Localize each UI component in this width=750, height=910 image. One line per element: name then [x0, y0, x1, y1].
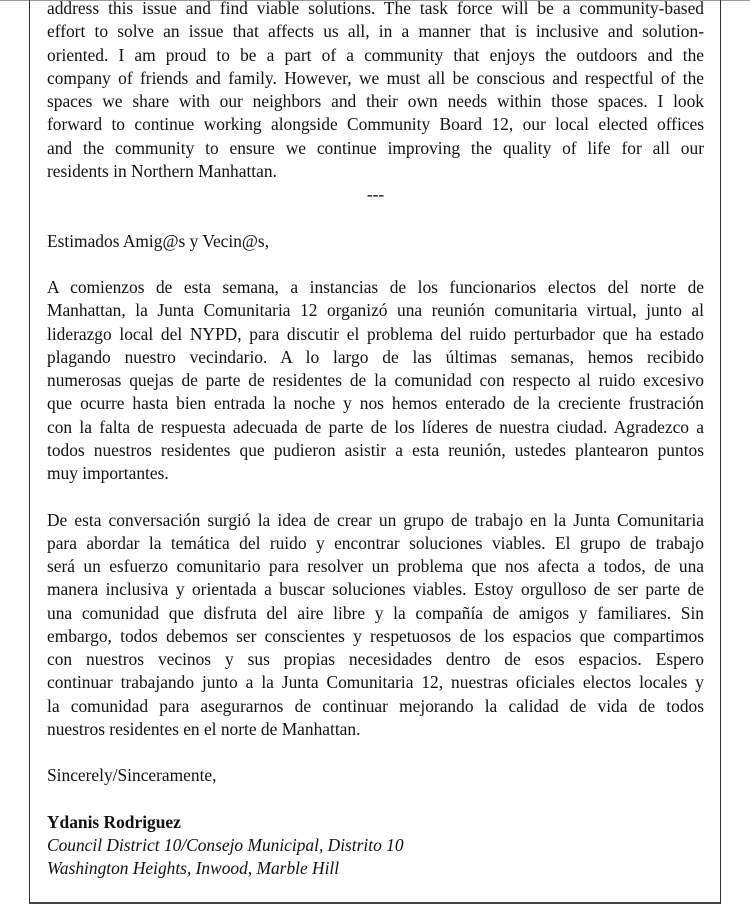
paragraph-line: muy importantes.	[47, 463, 169, 483]
signature-area: Washington Heights, Inwood, Marble Hill	[47, 858, 340, 879]
paragraph-line: and the community to ensure we continue improving the quality of life for all our	[47, 137, 704, 158]
spanish-paragraph-2	[47, 509, 704, 742]
signature-name: Ydanis Rodriguez	[47, 811, 181, 832]
paragraph-line: todos nuestros residentes que pudieron asistir a esta reunión, ustedes plantearon puntos	[47, 439, 704, 460]
paragraph-line: oriented. I am proud to be a part of a community that enjoys the outdoors and the	[47, 44, 704, 65]
letter-body	[47, 0, 704, 881]
spanish-greeting: Estimados Amig@s y Vecin@s,	[47, 230, 270, 251]
language-separator: ---	[366, 184, 385, 204]
paragraph-line: effort to solve an issue that affects us all, in a manner that is inclusive and solution-	[47, 21, 704, 42]
paragraph-line: una comunidad que disfruta del aire libre y la compañía de amigos y familiares. Sin	[47, 602, 704, 623]
paragraph-line: residents in Northern Manhattan.	[47, 160, 277, 181]
paragraph-line: manera inclusiva y orientada a buscar soluciones viables. Estoy orgulloso de ser parte de	[47, 579, 704, 600]
paragraph-line: De esta conversación surgió la idea de crear un grupo de trabajo en la Junta Comunitaria	[47, 509, 704, 530]
spacer	[47, 788, 704, 811]
paragraph-line: spaces we share with our neighbors and their own needs within those spaces. I look	[47, 91, 704, 111]
paragraph-line: será un esfuerzo comunitario para resolver un problema que nos afecta a todos, de una	[47, 556, 704, 576]
paragraph-line: numerosas quejas de parte de residentes de la comunidad con respecto al ruido excesivo	[47, 370, 704, 390]
spacer	[47, 485, 704, 508]
paragraph-line: embargo, todos debemos ser conscientes y respetuosos de los espacios que compartimos	[47, 625, 704, 646]
paragraph-line: que ocurre hasta bien entrada la noche y nos hemos enterado de la creciente frustración	[47, 393, 704, 414]
paragraph-line: continuar trabajando junto a la Junta Comunitaria 12, nuestras oficiales electos locales y	[47, 672, 704, 693]
signature-title: Council District 10/Consejo Municipal, Distrito 10	[47, 835, 404, 855]
paragraph-line: con nuestros vecinos y sus propias necesidades dentro de esos espacios. Espero	[47, 649, 704, 669]
spanish-paragraph-1	[47, 276, 704, 485]
paragraph-line: address this issue and find viable solutions. The task force will be a community-based	[47, 0, 704, 18]
paragraph-line: la comunidad para asegurarnos de continuar mejorando la calidad de vida de todos	[47, 695, 704, 716]
paragraph-line: nuestros residentes en el norte de Manhattan.	[47, 718, 361, 739]
paragraph-line: forward to continue working alongside Community Board 12, our local elected offices	[47, 114, 704, 135]
closing: Sincerely/Sinceramente,	[47, 765, 217, 786]
paragraph-line: para abordar la temática del ruido y encontrar soluciones viables. El grupo de trabajo	[47, 532, 704, 553]
paragraph-line: con la falta de respuesta adecuada de parte de los líderes de nuestra ciudad. Agradezco a	[47, 416, 704, 437]
english-closing-paragraph	[47, 0, 704, 183]
paragraph-line: plagando nuestro vecindario. A lo largo de las últimas semanas, hemos recibido	[47, 346, 704, 367]
paragraph-line: Manhattan, la Junta Comunitaria 12 organizó una reunión comunitaria virtual, junto al	[47, 300, 704, 321]
paragraph-line: liderazgo local del NYPD, para discutir el problema del ruido perturbador que ha estado	[47, 323, 704, 344]
spacer	[47, 741, 704, 764]
paragraph-line: A comienzos de esta semana, a instancias de los funcionarios electos del norte de	[47, 277, 704, 297]
spacer	[47, 206, 704, 229]
spacer	[47, 253, 704, 276]
paragraph-line: company of friends and family. However, we must all be conscious and respectful of the	[47, 67, 704, 88]
